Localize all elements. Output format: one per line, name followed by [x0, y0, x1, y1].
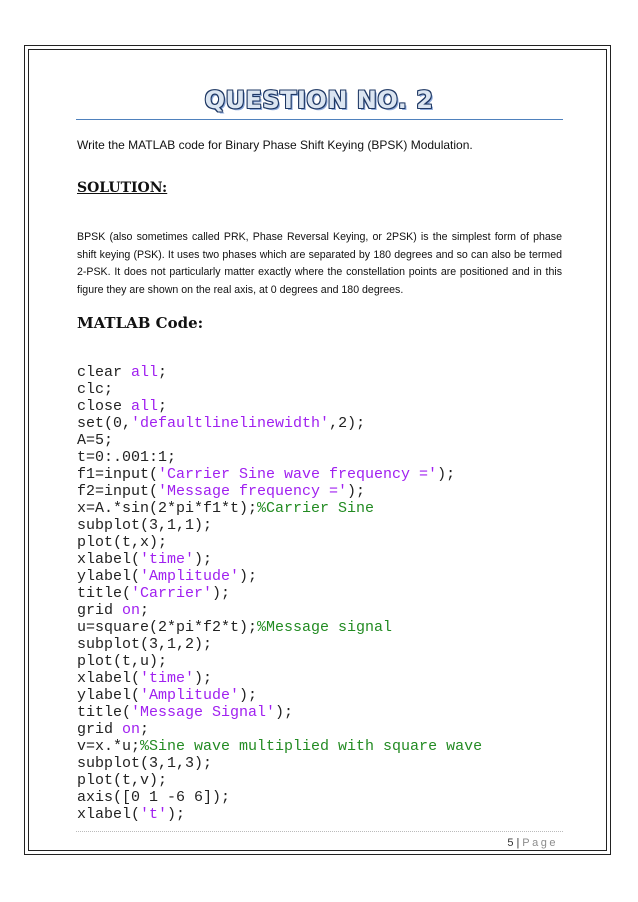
code-text: ); — [275, 704, 294, 721]
task-statement: Write the MATLAB code for Binary Phase Shift Keying (BPSK) Modulation. — [77, 138, 473, 152]
code-line — [77, 619, 482, 636]
page-footer — [507, 837, 558, 849]
code-text: subplot(3,1,2); — [77, 636, 213, 653]
code-text: u=square(2*pi*f2*t); — [77, 619, 258, 636]
code-line — [77, 721, 482, 738]
code-line — [77, 551, 482, 568]
code-line — [77, 364, 482, 381]
code-token: 'Amplitude' — [140, 687, 240, 704]
code-line — [77, 500, 482, 517]
code-line — [77, 772, 482, 789]
code-text: v=x.*u; — [77, 738, 141, 755]
code-line — [77, 789, 482, 806]
code-text: grid — [77, 602, 123, 619]
bpsk-description: BPSK (also sometimes called PRK, Phase Reversal Keying, or 2PSK) is the simplest form of phase shift keying (PSK). It uses two phases which are separated by 180 degrees and so can also be termed 2-PSK. It does not particularly matter exactly where the constellation points are positioned and in this figure they are shown on the real axis, at 0 degrees and 180 degrees. — [77, 231, 562, 296]
code-text: plot(t,x); — [77, 534, 168, 551]
code-text: ); — [239, 687, 258, 704]
code-line — [77, 704, 482, 721]
code-line — [77, 398, 482, 415]
code-text: ); — [194, 670, 213, 687]
code-token: 'Amplitude' — [140, 568, 240, 585]
code-line — [77, 381, 482, 398]
code-line — [77, 806, 482, 823]
code-text: grid — [77, 721, 123, 738]
matlab-code-heading: MATLAB Code: — [77, 314, 204, 332]
code-text: f2=input( — [77, 483, 159, 500]
code-line — [77, 738, 482, 755]
code-text: subplot(3,1,3); — [77, 755, 213, 772]
code-token: on — [122, 721, 141, 738]
code-token: 'Message frequency =' — [158, 483, 348, 500]
code-comment: %Sine wave multiplied with square wave — [140, 738, 483, 755]
code-text: close — [77, 398, 132, 415]
code-token: on — [122, 602, 141, 619]
code-text: ylabel( — [77, 687, 141, 704]
code-text: ); — [347, 483, 366, 500]
code-text: xlabel( — [77, 806, 141, 823]
code-line — [77, 687, 482, 704]
code-text: clc; — [77, 381, 114, 398]
code-text: ); — [437, 466, 456, 483]
code-line — [77, 670, 482, 687]
code-line — [77, 432, 482, 449]
code-token: all — [131, 398, 159, 415]
code-line — [77, 602, 482, 619]
code-line — [77, 483, 482, 500]
code-line — [77, 415, 482, 432]
code-token: 'Carrier' — [131, 585, 213, 602]
code-text: t=0:.001:1; — [77, 449, 177, 466]
code-line — [77, 636, 482, 653]
code-text: ); — [194, 551, 213, 568]
code-text: plot(t,v); — [77, 772, 168, 789]
code-token: 'time' — [140, 551, 195, 568]
code-comment: %Carrier Sine — [257, 500, 375, 517]
code-line — [77, 517, 482, 534]
solution-heading: SOLUTION: — [77, 180, 168, 196]
code-line — [77, 466, 482, 483]
code-text: subplot(3,1,1); — [77, 517, 213, 534]
heading-divider — [76, 119, 563, 120]
code-token: 'Carrier Sine wave frequency =' — [158, 466, 438, 483]
matlab-code-block — [77, 364, 482, 823]
code-token: 'Message Signal' — [131, 704, 276, 721]
code-line — [77, 653, 482, 670]
footer-divider — [76, 831, 563, 832]
code-text: clear — [77, 364, 132, 381]
code-text: ); — [239, 568, 258, 585]
code-token: 'defaultlinelinewidth' — [131, 415, 330, 432]
code-text: set(0, — [77, 415, 132, 432]
code-text: ); — [167, 806, 186, 823]
code-text: xlabel( — [77, 670, 141, 687]
code-line — [77, 534, 482, 551]
code-text: plot(t,u); — [77, 653, 168, 670]
code-token: all — [131, 364, 159, 381]
code-text: title( — [77, 585, 132, 602]
page-number: 5 — [507, 837, 514, 849]
code-text: ; — [140, 721, 150, 738]
code-text: axis([0 1 -6 6]); — [77, 789, 231, 806]
code-text: ; — [158, 398, 168, 415]
code-line — [77, 585, 482, 602]
code-text: xlabel( — [77, 551, 141, 568]
code-text: ); — [212, 585, 231, 602]
code-line — [77, 449, 482, 466]
code-text: x=A.*sin(2*pi*f1*t); — [77, 500, 258, 517]
code-token: 'time' — [140, 670, 195, 687]
code-text: title( — [77, 704, 132, 721]
code-token: 't' — [140, 806, 168, 823]
question-heading: QUESTION NO. 2 — [204, 86, 434, 114]
page-label: Page — [522, 837, 558, 849]
code-text: ,2); — [329, 415, 366, 432]
code-text: f1=input( — [77, 466, 159, 483]
code-line — [77, 755, 482, 772]
code-text: ; — [158, 364, 168, 381]
code-text: ylabel( — [77, 568, 141, 585]
code-text: ; — [140, 602, 150, 619]
code-line — [77, 568, 482, 585]
footer-separator: | — [516, 837, 520, 849]
code-comment: %Message signal — [257, 619, 393, 636]
code-text: A=5; — [77, 432, 114, 449]
